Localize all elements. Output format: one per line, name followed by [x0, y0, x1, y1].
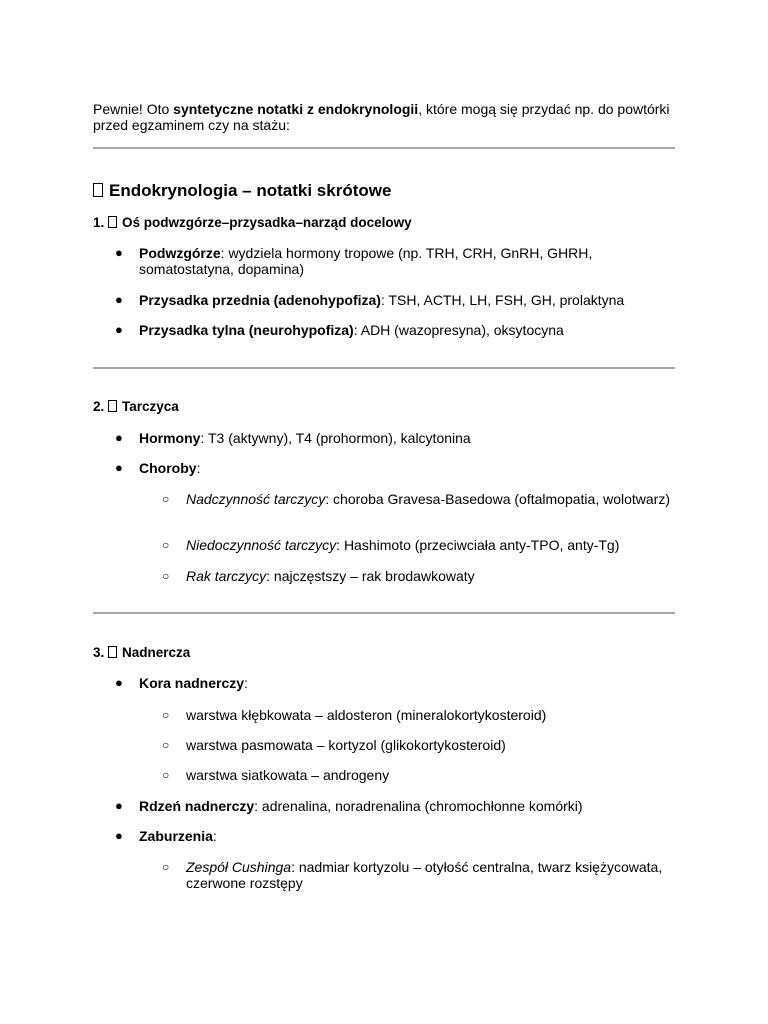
intro-pre: Pewnie! Oto: [93, 101, 174, 117]
item-term: Kora nadnerczy: [139, 675, 245, 691]
item-term: Nadczynność tarczycy: [186, 491, 326, 507]
circle-bullet-icon: ○: [162, 708, 170, 722]
item-text: : T3 (aktywny), T4 (prohormon), kalcytonina: [200, 430, 471, 446]
circle-bullet-icon: ○: [162, 860, 170, 874]
bullet-icon: ●: [115, 675, 123, 690]
item-text: : najczęstszy – rak brodawkowaty: [266, 568, 475, 584]
item-term: Hormony: [139, 430, 201, 446]
missing-glyph-icon: [108, 400, 117, 412]
circle-bullet-icon: ○: [162, 538, 170, 552]
section-heading-2: [93, 399, 179, 414]
item-term: Rak tarczycy: [186, 568, 267, 584]
intro-paragraph: [93, 101, 693, 133]
bullet-icon: ●: [115, 798, 123, 813]
missing-glyph-icon: [93, 183, 103, 197]
section-label: Nadnercza: [122, 645, 191, 660]
page-title-text: Endokrynologia – notatki skrótowe: [109, 181, 392, 200]
bullet-icon: ●: [115, 322, 123, 337]
bullet-icon: ●: [115, 828, 123, 843]
bullet-icon: ●: [115, 245, 123, 260]
item-text: : wydziela hormony tropowe (np. TRH, CRH, GnRH, GHRH, somatostatyna, dopamina): [139, 245, 593, 277]
intro-post: , które mogą się przydać np. do powtórki przed egzaminem czy na stażu:: [93, 101, 670, 133]
divider: [93, 367, 675, 369]
item-term: Niedoczynność tarczycy: [186, 537, 337, 553]
item-term: Zespół Cushinga: [186, 859, 292, 875]
circle-bullet-icon: ○: [162, 738, 170, 752]
item-text: :: [196, 460, 201, 476]
item-text: : choroba Gravesa-Basedowa (oftalmopatia, wolotwarz): [325, 491, 670, 507]
missing-glyph-icon: [108, 216, 117, 228]
section-number: 2.: [93, 399, 105, 414]
section-heading-3: [93, 645, 190, 660]
section-label: Tarczyca: [122, 399, 179, 414]
bullet-icon: ●: [115, 430, 123, 445]
item-text: : ADH (wazopresyna), oksytocyna: [353, 322, 564, 338]
item-text: : nadmiar kortyzolu – otyłość centralna, twarz księżycowata, czerwone rozstępy: [186, 859, 663, 891]
circle-bullet-icon: ○: [162, 768, 170, 782]
intro-bold: syntetyczne notatki z endokrynologii: [173, 101, 419, 117]
item-text: warstwa pasmowata – kortyzol (glikokortykosteroid): [186, 737, 506, 753]
item-text: : TSH, ACTH, LH, FSH, GH, prolaktyna: [380, 292, 625, 308]
divider: [93, 612, 675, 614]
missing-glyph-icon: [108, 646, 117, 658]
item-text: : Hashimoto (przeciwciała anty-TPO, anty-Tg): [336, 537, 620, 553]
page-title: [93, 181, 391, 201]
section-heading-1: [93, 215, 412, 230]
bullet-icon: ●: [115, 292, 123, 307]
item-term: Zaburzenia: [139, 828, 213, 844]
item-term: Przysadka tylna (neurohypofiza): [139, 322, 354, 338]
item-term: Choroby: [139, 460, 197, 476]
divider: [93, 147, 675, 149]
item-term: Rdzeń nadnerczy: [139, 798, 255, 814]
item-text: : adrenalina, noradrenalina (chromochłonne komórki): [254, 798, 583, 814]
item-term: Podwzgórze: [139, 245, 221, 261]
item-text: :: [212, 828, 217, 844]
item-text: warstwa kłębkowata – aldosteron (mineralokortykosteroid): [186, 707, 547, 723]
item-term: Przysadka przednia (adenohypofiza): [139, 292, 381, 308]
section-number: 1.: [93, 215, 105, 230]
bullet-icon: ●: [115, 460, 123, 475]
item-text: :: [244, 675, 248, 691]
item-text: warstwa siatkowata – androgeny: [186, 767, 390, 783]
circle-bullet-icon: ○: [162, 492, 170, 506]
circle-bullet-icon: ○: [162, 569, 170, 583]
section-label: Oś podwzgórze–przysadka–narząd docelowy: [122, 215, 412, 230]
section-number: 3.: [93, 645, 105, 660]
